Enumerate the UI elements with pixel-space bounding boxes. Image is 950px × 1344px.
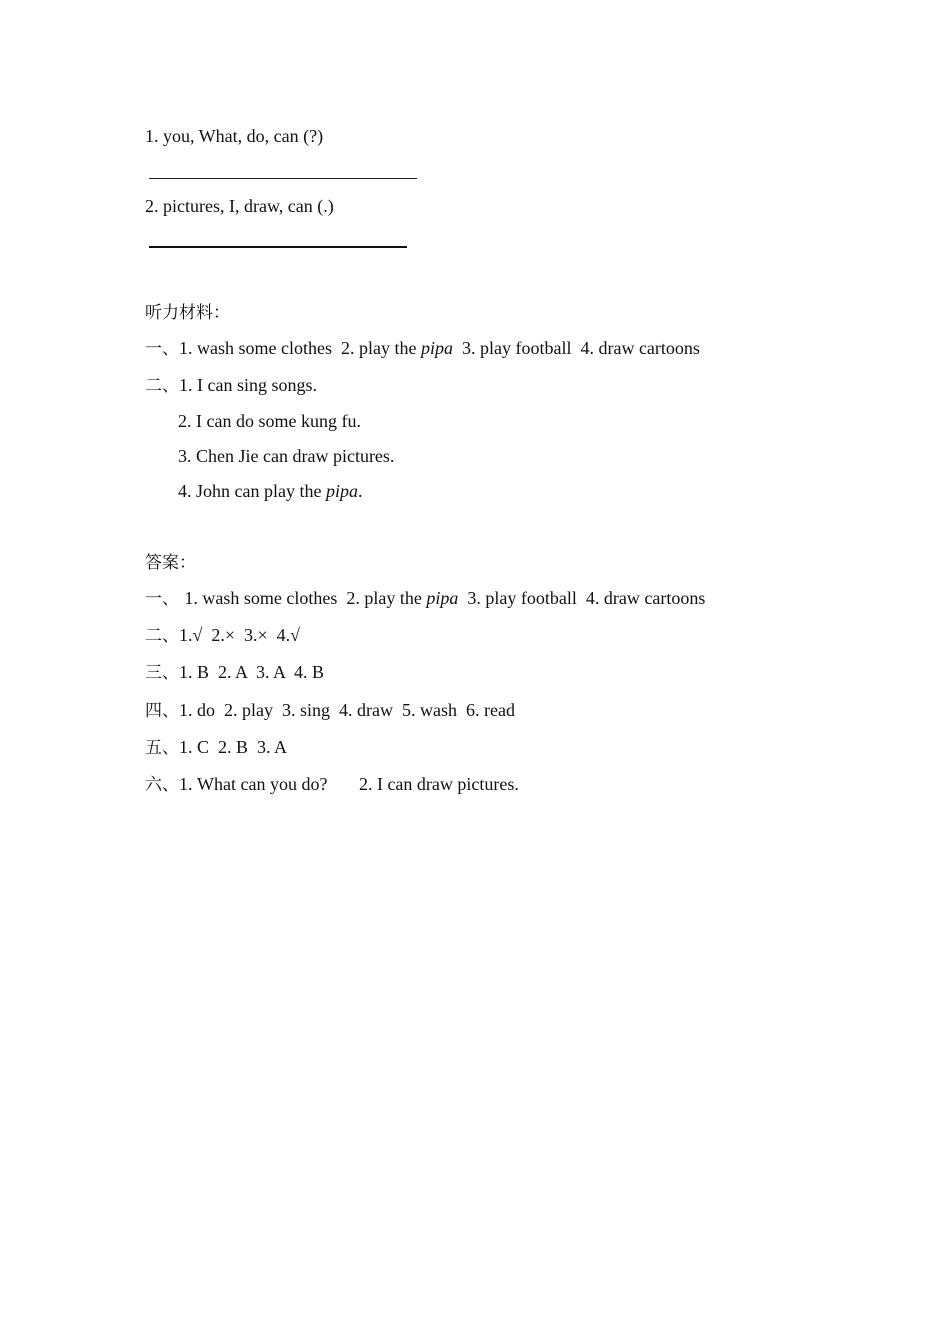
answers-part-6-text: 1. What can you do? 2. I can draw pictures. bbox=[179, 774, 519, 794]
answers-part-4 bbox=[145, 699, 515, 722]
section-prefix: 六、 bbox=[145, 775, 179, 795]
answer-blank-2 bbox=[149, 246, 407, 248]
answers-part-1 bbox=[145, 587, 705, 610]
listening-part-1-text: 1. wash some clothes 2. play the bbox=[179, 338, 421, 358]
answers-part-5 bbox=[145, 736, 287, 759]
listening-part-2-line-3: 3. Chen Jie can draw pictures. bbox=[178, 446, 395, 466]
answers-part-1-text: 1. wash some clothes 2. play the bbox=[184, 588, 427, 608]
listening-part-1 bbox=[145, 337, 700, 360]
listening-part-1-text-end: 3. play football 4. draw cartoons bbox=[452, 338, 700, 358]
listening-part-2-line-4-end: . bbox=[357, 481, 363, 501]
answers-part-3 bbox=[145, 661, 324, 684]
exercise-question-2: 2. pictures, I, draw, can (.) bbox=[145, 196, 334, 216]
section-prefix: 二、 bbox=[145, 376, 179, 396]
answer-blank-1 bbox=[149, 178, 417, 179]
listening-part-2 bbox=[145, 374, 317, 397]
answers-part-6 bbox=[145, 773, 519, 796]
answers-part-4-text: 1. do 2. play 3. sing 4. draw 5. wash 6. read bbox=[179, 700, 515, 720]
section-prefix: 五、 bbox=[145, 738, 179, 758]
answers-part-5-text: 1. C 2. B 3. A bbox=[179, 737, 288, 757]
italic-word: pipa bbox=[325, 481, 358, 501]
section-prefix: 四、 bbox=[145, 701, 179, 721]
answers-part-2 bbox=[145, 624, 300, 647]
listening-heading: 听力材料： bbox=[145, 303, 230, 323]
answers-part-1-text-end: 3. play football 4. draw cartoons bbox=[458, 588, 706, 608]
listening-part-2-line-1: 1. I can sing songs. bbox=[179, 375, 317, 395]
answers-part-2-text: 1.√ 2.× 3.× 4.√ bbox=[179, 625, 301, 645]
italic-word: pipa bbox=[420, 338, 453, 358]
section-prefix: 一、 bbox=[145, 339, 179, 359]
listening-part-2-line-2: 2. I can do some kung fu. bbox=[178, 411, 361, 431]
answers-part-3-text: 1. B 2. A 3. A 4. B bbox=[179, 662, 325, 682]
exercise-question-1: 1. you, What, do, can (?) bbox=[145, 126, 324, 146]
answers-heading: 答案： bbox=[145, 553, 196, 573]
listening-part-2-line-4 bbox=[178, 480, 362, 502]
section-prefix: 三、 bbox=[145, 663, 179, 683]
section-prefix: 二、 bbox=[145, 626, 179, 646]
italic-word: pipa bbox=[426, 588, 459, 608]
section-prefix: 一、 bbox=[145, 589, 185, 609]
listening-part-2-line-4-text: 4. John can play the bbox=[178, 481, 326, 501]
